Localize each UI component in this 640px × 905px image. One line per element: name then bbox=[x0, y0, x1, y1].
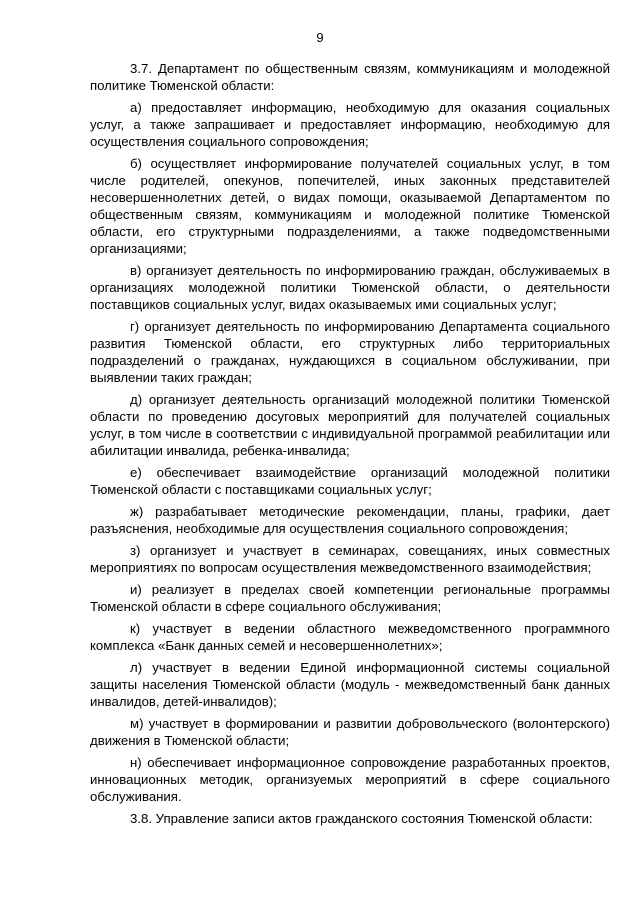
list-item-g: г) организует деятельность по информированию Департамента социального развития Тюменской области, его структурных либо территориальных подразделений о гражданах, нуждающихся в социальном обслуживании, при выявлении таких граждан; bbox=[90, 319, 610, 385]
page-number: 9 bbox=[316, 30, 324, 45]
list-item-d: д) организует деятельность организаций молодежной политики Тюменской области по проведению досуговых мероприятий для получателей социальных услуг, в том числе в соответствии с индивидуальной программой реабилитации или абилитации инвалида, ребенка-инвалида; bbox=[90, 392, 610, 458]
list-item-n: н) обеспечивает информационное сопровождение разработанных проектов, инновационных методик, организуемых мероприятий в сфере социального обслуживания. bbox=[90, 755, 610, 804]
list-item-a: а) предоставляет информацию, необходимую для оказания социальных услуг, а также запрашивает и предоставляет информацию, необходимую для осуществления социального сопровождения; bbox=[90, 100, 610, 149]
list-item-k: к) участвует в ведении областного межведомственного программного комплекса «Банк данных семей и несовершеннолетних»; bbox=[90, 621, 610, 653]
list-item-e: е) обеспечивает взаимодействие организаций молодежной политики Тюменской области с поставщиками социальных услуг; bbox=[90, 465, 610, 497]
section-3-8-heading: 3.8. Управление записи актов гражданского состояния Тюменской области: bbox=[130, 811, 593, 826]
section-3-7-heading: 3.7. Департамент по общественным связям, коммуникациям и молодежной политике Тюменской области: bbox=[90, 61, 610, 93]
document-body bbox=[90, 60, 610, 827]
list-item-i: и) реализует в пределах своей компетенции региональные программы Тюменской области в сфере социального обслуживания; bbox=[90, 582, 610, 614]
list-item-b: б) осуществляет информирование получателей социальных услуг, в том числе родителей, опекунов, попечителей, иных законных представителей несовершеннолетних детей, о видах помощи, оказываемой Департаментом по общественным связям, коммуникациям и молодежной политике Тюменской области, его структурными подразделениями, а также подведомственными организациями; bbox=[90, 156, 610, 256]
list-item-z: з) организует и участвует в семинарах, совещаниях, иных совместных мероприятиях по вопросам осуществления межведомственного взаимодействия; bbox=[90, 543, 610, 575]
list-item-zh: ж) разрабатывает методические рекомендации, планы, графики, дает разъяснения, необходимые для осуществления социального сопровождения; bbox=[90, 504, 610, 536]
list-item-v: в) организует деятельность по информированию граждан, обслуживаемых в организациях молодежной политики Тюменской области, о деятельности поставщиков социальных услуг, видах оказываемых ими социальных услуг; bbox=[90, 263, 610, 312]
list-item-l: л) участвует в ведении Единой информационной системы социальной защиты населения Тюменской области (модуль - межведомственный банк данных инвалидов, детей-инвалидов); bbox=[90, 660, 610, 709]
list-item-m: м) участвует в формировании и развитии добровольческого (волонтерского) движения в Тюменской области; bbox=[90, 716, 610, 748]
